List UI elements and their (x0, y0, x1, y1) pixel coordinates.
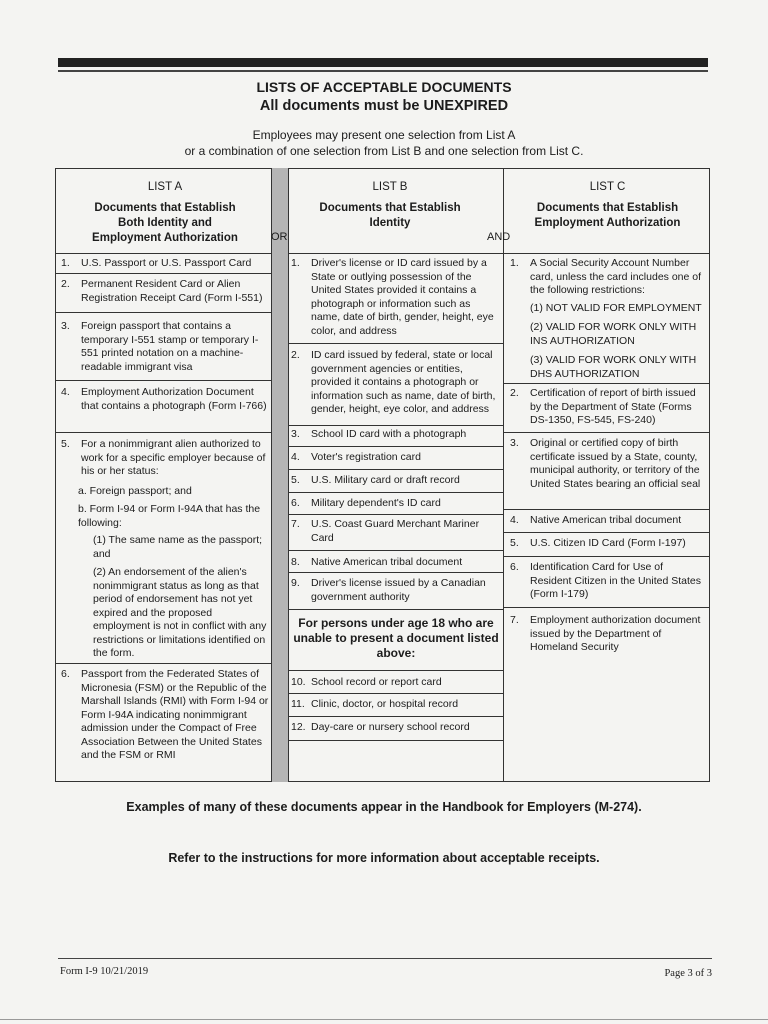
or-divider-band (271, 168, 288, 782)
list-b-item: 1. Driver's license or ID card issued by a State or outlying possession of the United States provided it contains a photograph or information such as name, date of birth, gender, height, eye color, and address (291, 257, 494, 337)
list-a-item-5b2: (2) An endorsement of the alien's nonimmigrant status as long as that period of endorsement has not yet expired and the proposed employment is not in conflict with any restrictions or limitations identified on the form. (93, 566, 267, 659)
list-b-item: 8. Native American tribal document (291, 556, 463, 568)
list-b-item: 6. Military dependent's ID card (291, 497, 441, 509)
page-edge (0, 1019, 768, 1020)
list-a-item-5b: b. Form I-94 or Form I-94A that has the following: (78, 503, 261, 529)
list-b-item: 5. U.S. Military card or draft record (291, 474, 460, 486)
list-c-item: 2. Certification of report of birth issued by the Department of State (Forms DS-1350, FS-545, FS-240) (510, 387, 696, 426)
and-label: AND (487, 231, 511, 243)
list-b-item: 9. Driver's license issued by a Canadian government authority (291, 577, 486, 603)
list-a-item: 1. U.S. Passport or U.S. Passport Card (61, 257, 252, 269)
page-number: Page 3 of 3 (664, 968, 712, 979)
list-c-item: 4. Native American tribal document (510, 514, 682, 526)
list-b-item: 11. Clinic, doctor, or hospital record (291, 698, 459, 710)
page-subtitle: All documents must be UNEXPIRED (259, 98, 509, 114)
list-b-item: 4. Voter's registration card (291, 451, 421, 463)
list-c-desc-2: Employment Authorization (534, 217, 681, 229)
list-b-item: 3. School ID card with a photograph (291, 428, 467, 440)
intro-line-1: Employees may present one selection from List A (252, 128, 516, 142)
list-bc-header-rule (288, 253, 710, 254)
list-c-item: 7. Employment authorization document issued by the Department of Homeland Security (510, 614, 701, 653)
list-c-item: 1. A Social Security Account Number card, unless the card includes one of the following restrictions: (510, 257, 702, 296)
list-a-item: 2. Permanent Resident Card or Alien Registration Receipt Card (Form I-551) (61, 278, 263, 304)
list-a-header (60, 180, 270, 246)
column-divider-a (271, 168, 272, 782)
column-divider-c (503, 168, 504, 782)
restriction-1: (1) NOT VALID FOR EMPLOYMENT (530, 302, 702, 314)
top-rule-thin (58, 70, 708, 72)
list-a-desc-2: Both Identity and (118, 217, 212, 229)
list-c-label: LIST C (589, 181, 626, 193)
restriction-3: (3) VALID FOR WORK ONLY WITH DHS AUTHORIZATION (530, 354, 697, 380)
list-a-item: 4. Employment Authorization Document that contains a photograph (Form I-766) (61, 386, 267, 412)
list-b-item: 10. School record or report card (291, 676, 442, 688)
list-b-item: 7. U.S. Coast Guard Merchant Mariner Card (291, 518, 480, 544)
footer-rule (58, 958, 712, 959)
list-a-desc-1: Documents that Establish (94, 202, 236, 214)
list-b-item: 2. ID card issued by federal, state or local government agencies or entities, provided it contains a photograph or information such as name, date of birth, gender, height, eye color, and address (291, 349, 496, 415)
list-a-item: 6. Passport from the Federated States of Micronesia (FSM) or the Republic of the Marshall Islands (RMI) with Form I-94 or Form I-94A indicating nonimmigrant admission under the Compact of Free Association Between the United States and the FSM or RMI (61, 668, 269, 761)
restriction-2: (2) VALID FOR WORK ONLY WITH INS AUTHORIZATION (530, 321, 697, 347)
list-a-desc-3: Employment Authorization (92, 232, 238, 244)
list-a-item-5b1: (1) The same name as the passport; and (93, 534, 263, 560)
page-title: LISTS OF ACCEPTABLE DOCUMENTS (256, 79, 512, 95)
list-b-item: 12. Day-care or nursery school record (291, 721, 470, 733)
list-c-header (510, 180, 705, 231)
list-c-desc-1: Documents that Establish (536, 202, 679, 214)
intro-line-2: or a combination of one selection from List B and one selection from List C. (184, 144, 584, 158)
list-c-item: 5. U.S. Citizen ID Card (Form I-197) (510, 537, 686, 549)
column-divider-b (288, 168, 289, 782)
list-a-item: 5. For a nonimmigrant alien authorized to work for a specific employer because of his or her status: (61, 438, 266, 477)
list-b-label: LIST B (372, 181, 408, 193)
handbook-note: Examples of many of these documents appear in the Handbook for Employers (M-274). (126, 800, 642, 814)
list-b-desc-2: Identity (369, 217, 411, 229)
list-a-header-rule (55, 253, 271, 254)
under-18-heading: For persons under age 18 who are unable to present a document listed above: (293, 616, 499, 660)
or-label: OR (271, 231, 288, 243)
list-b-desc-1: Documents that Establish (319, 202, 461, 214)
list-c-item: 3. Original or certified copy of birth certificate issued by a State, county, municipal authority, or territory of the United States bearing an official seal (510, 437, 701, 490)
form-id: Form I-9 10/21/2019 (60, 966, 149, 977)
top-rule (58, 58, 708, 67)
list-b-header (290, 180, 490, 231)
list-a-item: 3. Foreign passport that contains a temporary I-551 stamp or temporary I-551 printed notation on a machine-readable immigrant visa (61, 320, 259, 373)
list-a-item-5a: a. Foreign passport; and (78, 485, 192, 497)
receipts-note: Refer to the instructions for more information about acceptable receipts. (168, 851, 600, 865)
list-c-item: 6. Identification Card for Use of Resident Citizen in the United States (Form I-179) (510, 561, 702, 600)
list-a-label: LIST A (147, 181, 183, 193)
